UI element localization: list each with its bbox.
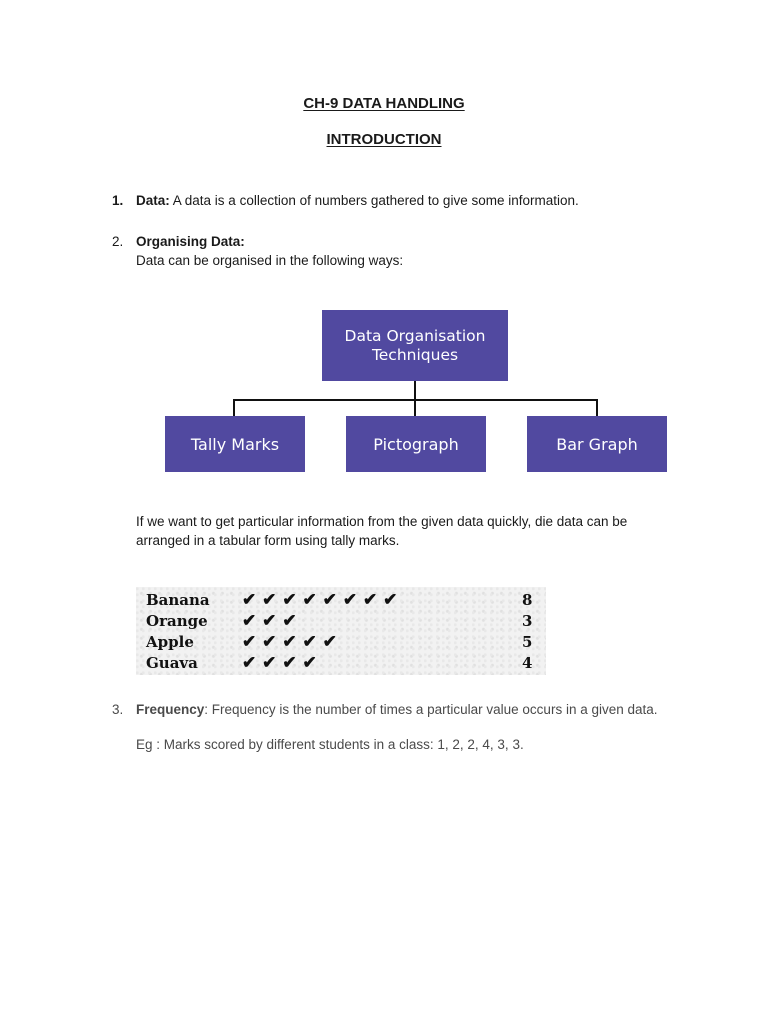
tally-count: 4 <box>522 654 533 672</box>
tally-count: 8 <box>522 591 533 609</box>
tally-marks: ✔ ✔ ✔ ✔ <box>242 653 317 673</box>
fruit-label: Apple <box>146 633 194 651</box>
definition-data: A data is a collection of numbers gathered to give some information. <box>169 193 579 208</box>
table-row <box>136 632 546 653</box>
term-organising-data: Organising Data: <box>136 234 245 249</box>
tally-marks: ✔ ✔ ✔ ✔ ✔ <box>242 632 337 652</box>
tally-explanation-paragraph: If we want to get particular information from the given data quickly, die data can be arranged in a tabular form using tally marks. <box>136 514 628 548</box>
diagram-box-tally-marks: Tally Marks <box>165 416 305 472</box>
diagram-root-box <box>322 310 508 381</box>
list-number: 2. <box>112 234 124 249</box>
fruit-label: Guava <box>146 654 198 672</box>
definition-organising-data: Data can be organised in the following ways: <box>136 253 404 268</box>
section-heading: INTRODUCTION <box>326 131 442 148</box>
fruit-label: Orange <box>146 612 208 630</box>
table-row <box>136 611 546 632</box>
fruit-label: Banana <box>146 591 210 609</box>
page-title: CH-9 DATA HANDLING <box>303 95 465 112</box>
term-data: Data: <box>136 193 170 208</box>
diagram-box-pictograph: Pictograph <box>346 416 486 472</box>
tally-count: 3 <box>522 612 533 630</box>
table-row <box>136 590 546 611</box>
term-frequency: Frequency <box>136 702 205 717</box>
list-number: 1. <box>112 193 124 208</box>
tally-table-image <box>136 587 546 675</box>
tally-count: 5 <box>522 633 533 651</box>
diagram-box-bar-graph: Bar Graph <box>527 416 667 472</box>
list-number: 3. <box>112 702 124 717</box>
table-row <box>136 653 546 674</box>
frequency-example: Eg : Marks scored by different students in a class: 1, 2, 2, 4, 3, 3. <box>136 737 524 752</box>
diagram-root-line1: Data Organisation <box>344 326 486 345</box>
definition-frequency: : Frequency is the number of times a particular value occurs in a given data. <box>204 702 658 717</box>
diagram-root-line2: Techniques <box>371 345 459 364</box>
list-item-frequency <box>112 700 658 719</box>
tally-marks: ✔ ✔ ✔ <box>242 611 297 631</box>
tally-marks: ✔ ✔ ✔ ✔ ✔ ✔ ✔ ✔ <box>242 590 398 610</box>
